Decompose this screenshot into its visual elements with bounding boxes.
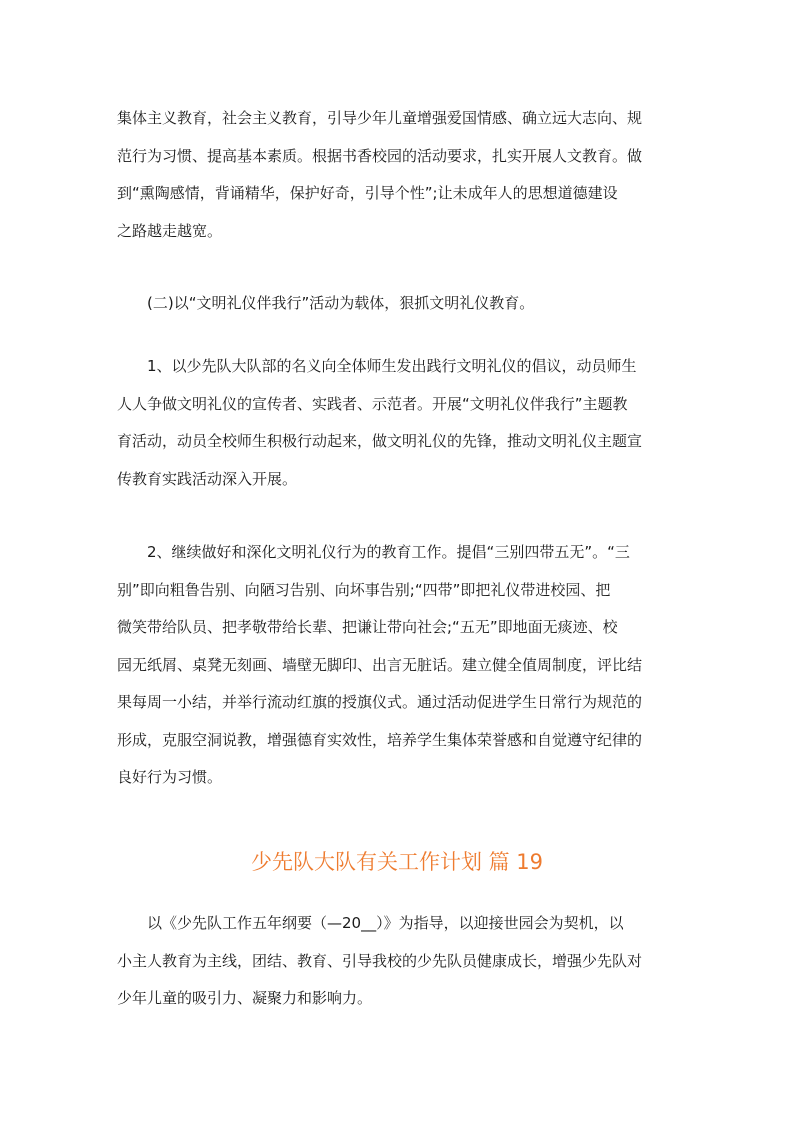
paragraph-line: 到“熏陶感情，背诵精华，保护好奇，引导个性”;让未成年人的思想道德建设: [117, 184, 618, 202]
paragraph-3: [117, 348, 683, 498]
paragraph-4: [117, 534, 683, 797]
paragraph-line: 传教育实践活动深入开展。: [117, 469, 298, 488]
paragraph-line: 微笑带给队员、把孝敬带给长辈、把谦让带向社会;“五无”即地面无痰迹、校: [117, 618, 618, 636]
paragraph-1: [117, 100, 683, 250]
paragraph-line: 集体主义教育，社会主义教育，引导少年儿童增强爱国情感、确立远大志向、规: [117, 109, 643, 127]
paragraph-line: 少年儿童的吸引力、凝聚力和影响力。: [117, 989, 373, 1007]
paragraph-line: 育活动，动员全校师生积极行动起来，做文明礼仪的先锋，推动文明礼仪主题宣: [117, 432, 643, 450]
paragraph-line: 别”即向粗鲁告别、向陋习告别、向坏事告别;“四带”即把礼仪带进校园、把: [117, 580, 611, 599]
paragraph-line: 范行为习惯、提高基本素质。根据书香校园的活动要求，扎实开展人文教育。做: [117, 146, 643, 165]
paragraph-line: 2、继续做好和深化文明礼仪行为的教育工作。提倡“三别四带五无”。“三: [117, 543, 630, 561]
paragraph-line: 小主人教育为主线，团结、教育、引导我校的少先队员健康成长，增强少先队对: [117, 951, 643, 970]
paragraph-line: 良好行为习惯。: [117, 768, 223, 786]
section-title: 少先队大队有关工作计划 篇 19: [250, 850, 544, 874]
paragraph-2: [117, 285, 683, 323]
paragraph-line: 园无纸屑、桌凳无刻画、墙壁无脚印、出言无脏话。建立健全值周制度，评比结: [117, 655, 643, 674]
paragraph-line: 果每周一小结，并举行流动红旗的授旗仪式。通过活动促进学生日常行为规范的: [117, 693, 643, 711]
paragraph-line: (二)以“文明礼仪伴我行”活动为载体，狠抓文明礼仪教育。: [117, 294, 535, 312]
paragraph-line: 之路越走越宽。: [117, 221, 223, 240]
paragraph-line: 以《少先队工作五年纲要（—20__）》为指导，以迎接世园会为契机，以: [117, 914, 624, 932]
paragraph-line: 1、以少先队大队部的名义向全体师生发出践行文明礼仪的倡议，动员师生: [117, 357, 637, 375]
paragraph-line: 形成，克服空洞说教，增强德育实效性，培养学生集体荣誉感和自觉遵守纪律的: [117, 730, 643, 749]
paragraph-5: [117, 905, 683, 1018]
paragraph-line: 人人争做文明礼仪的宣传者、实践者、示范者。开展“文明礼仪伴我行”主题教: [117, 394, 628, 413]
